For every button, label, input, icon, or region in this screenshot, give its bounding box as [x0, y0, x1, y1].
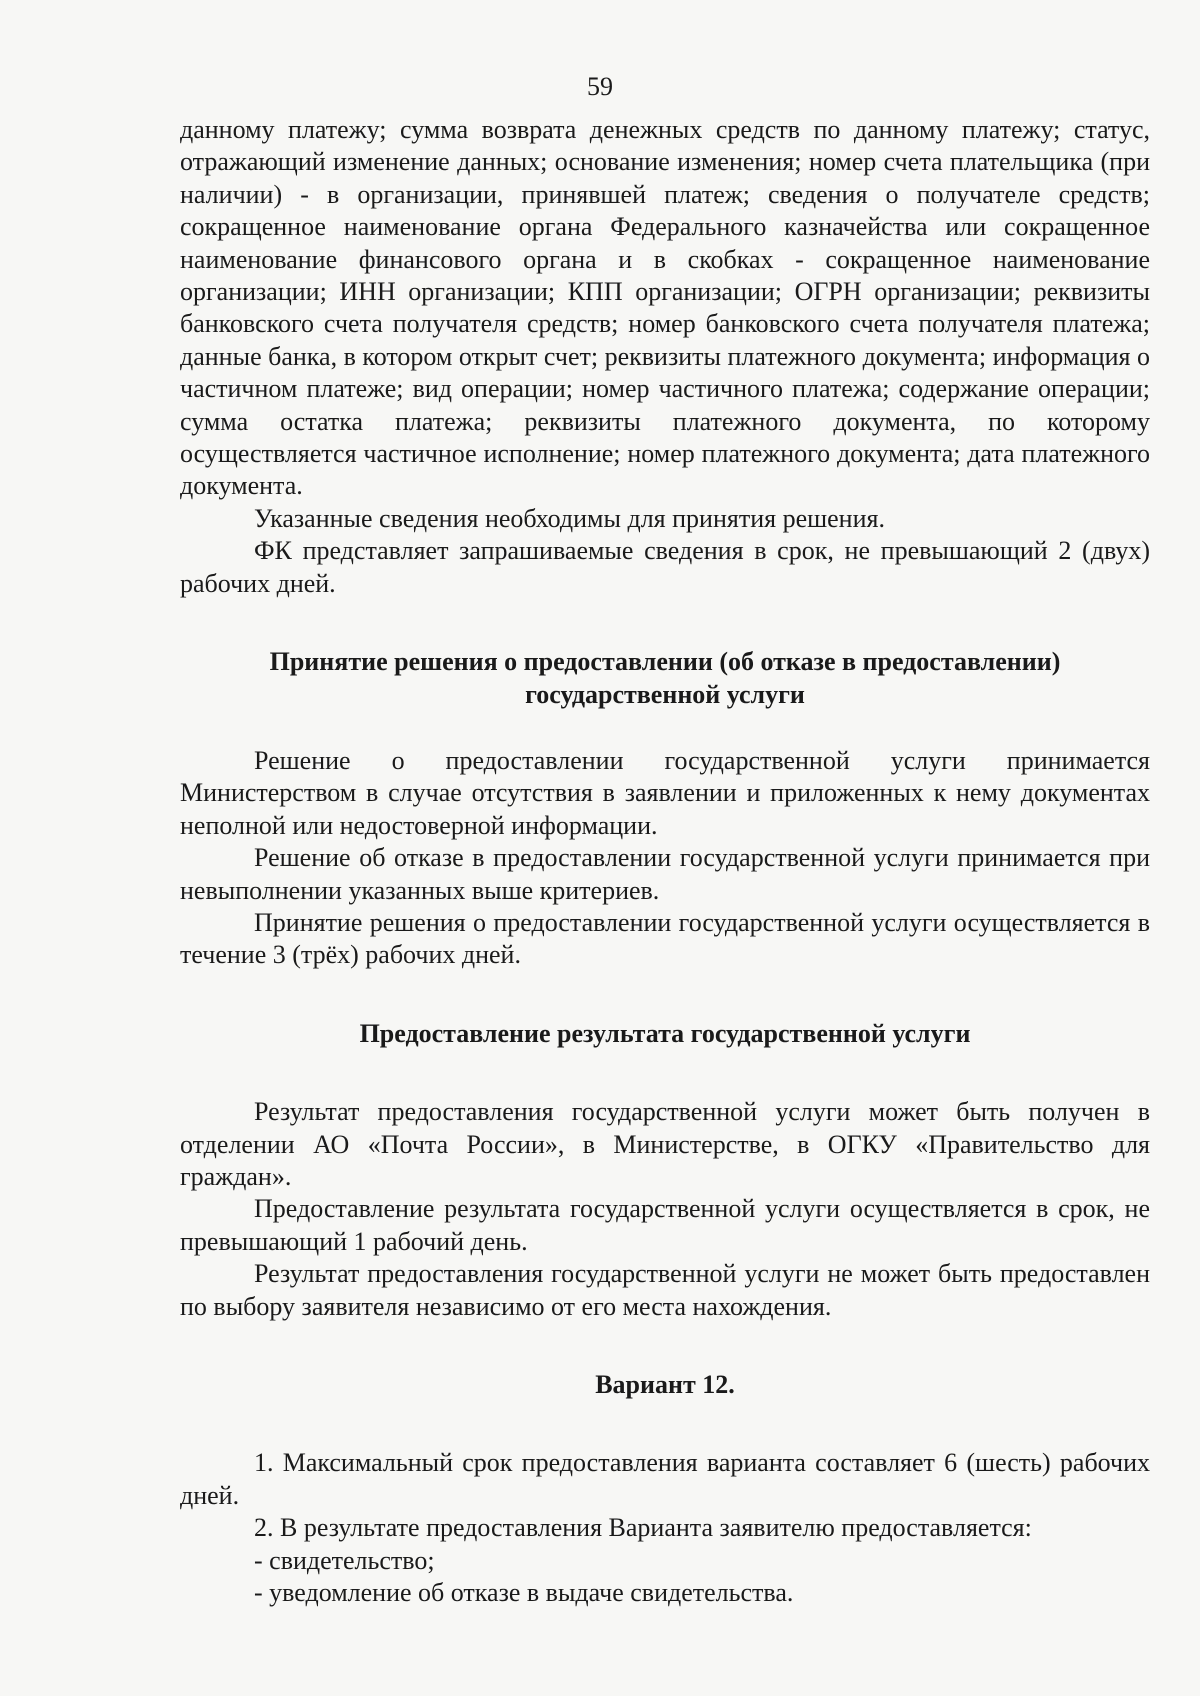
- paragraph: ФК представляет запрашиваемые сведения в срок, не превышающий 2 (двух) рабочих дней.: [180, 536, 1150, 598]
- section-heading-line: государственной услуги: [525, 679, 805, 709]
- paragraph: Предоставление результата государственной услуги осуществляется в срок, не превышающий 1 рабочий день.: [180, 1194, 1150, 1256]
- variant-heading: Вариант 12.: [595, 1370, 735, 1399]
- section-heading-line: Принятие решения о предоставлении (об отказе в предоставлении): [269, 647, 1061, 677]
- paragraph: Результат предоставления государственной услуги может быть получен в отделении АО «Почта России», в Министерстве, в ОГКУ «Правительство для граждан».: [180, 1097, 1150, 1191]
- list-item: - свидетельство;: [254, 1545, 435, 1575]
- paragraph: Принятие решения о предоставлении государственной услуги осуществляется в течение 3 (трёх) рабочих дней.: [180, 907, 1150, 970]
- paragraph: 2. В результате предоставления Варианта заявителю предоставляется:: [254, 1513, 1032, 1543]
- section-heading: Предоставление результата государственной услуги: [359, 1018, 971, 1048]
- paragraph: Результат предоставления государственной услуги не может быть предоставлен по выбору заявителя независимо от его места нахождения.: [180, 1259, 1150, 1321]
- document-body: [180, 114, 1150, 1609]
- section-heading: [180, 646, 1150, 711]
- paragraph: Указанные сведения необходимы для принятия решения.: [254, 503, 885, 533]
- paragraph: данному платежу; сумма возврата денежных средств по данному платежу; статус, отражающий изменение данных; основание изменения; номер счета плательщика (при наличии) - в организации, принявшей платеж; сведения о получателе средств; сокращенное наименование органа Федерального казначейства или сокращенное наименование финансового органа и в скобках - сокращенное наименование организации; ИНН организации; КПП организации; ОГРН организации; реквизиты банковского счета получателя средств; номер банковского счета получателя платежа; данные банка, в котором открыт счет; реквизиты платежного документа; информация о частичном платеже; вид операции; номер частичного платежа; содержание операции; сумма остатка платежа; реквизиты платежного документа, по которому осуществляется частичное исполнение; номер платежного документа; дата платежного документа.: [180, 115, 1150, 501]
- paragraph: 1. Максимальный срок предоставления варианта составляет 6 (шесть) рабочих дней.: [180, 1448, 1150, 1510]
- page-number: 59: [587, 72, 613, 101]
- paragraph: Решение о предоставлении государственной услуги принимается Министерством в случае отсутствия в заявлении и приложенных к нему документах неполной или недостоверной информации.: [180, 745, 1150, 840]
- paragraph: Решение об отказе в предоставлении государственной услуги принимается при невыполнении указанных выше критериев.: [180, 843, 1150, 905]
- list-item: - уведомление об отказе в выдаче свидетельства.: [254, 1578, 794, 1608]
